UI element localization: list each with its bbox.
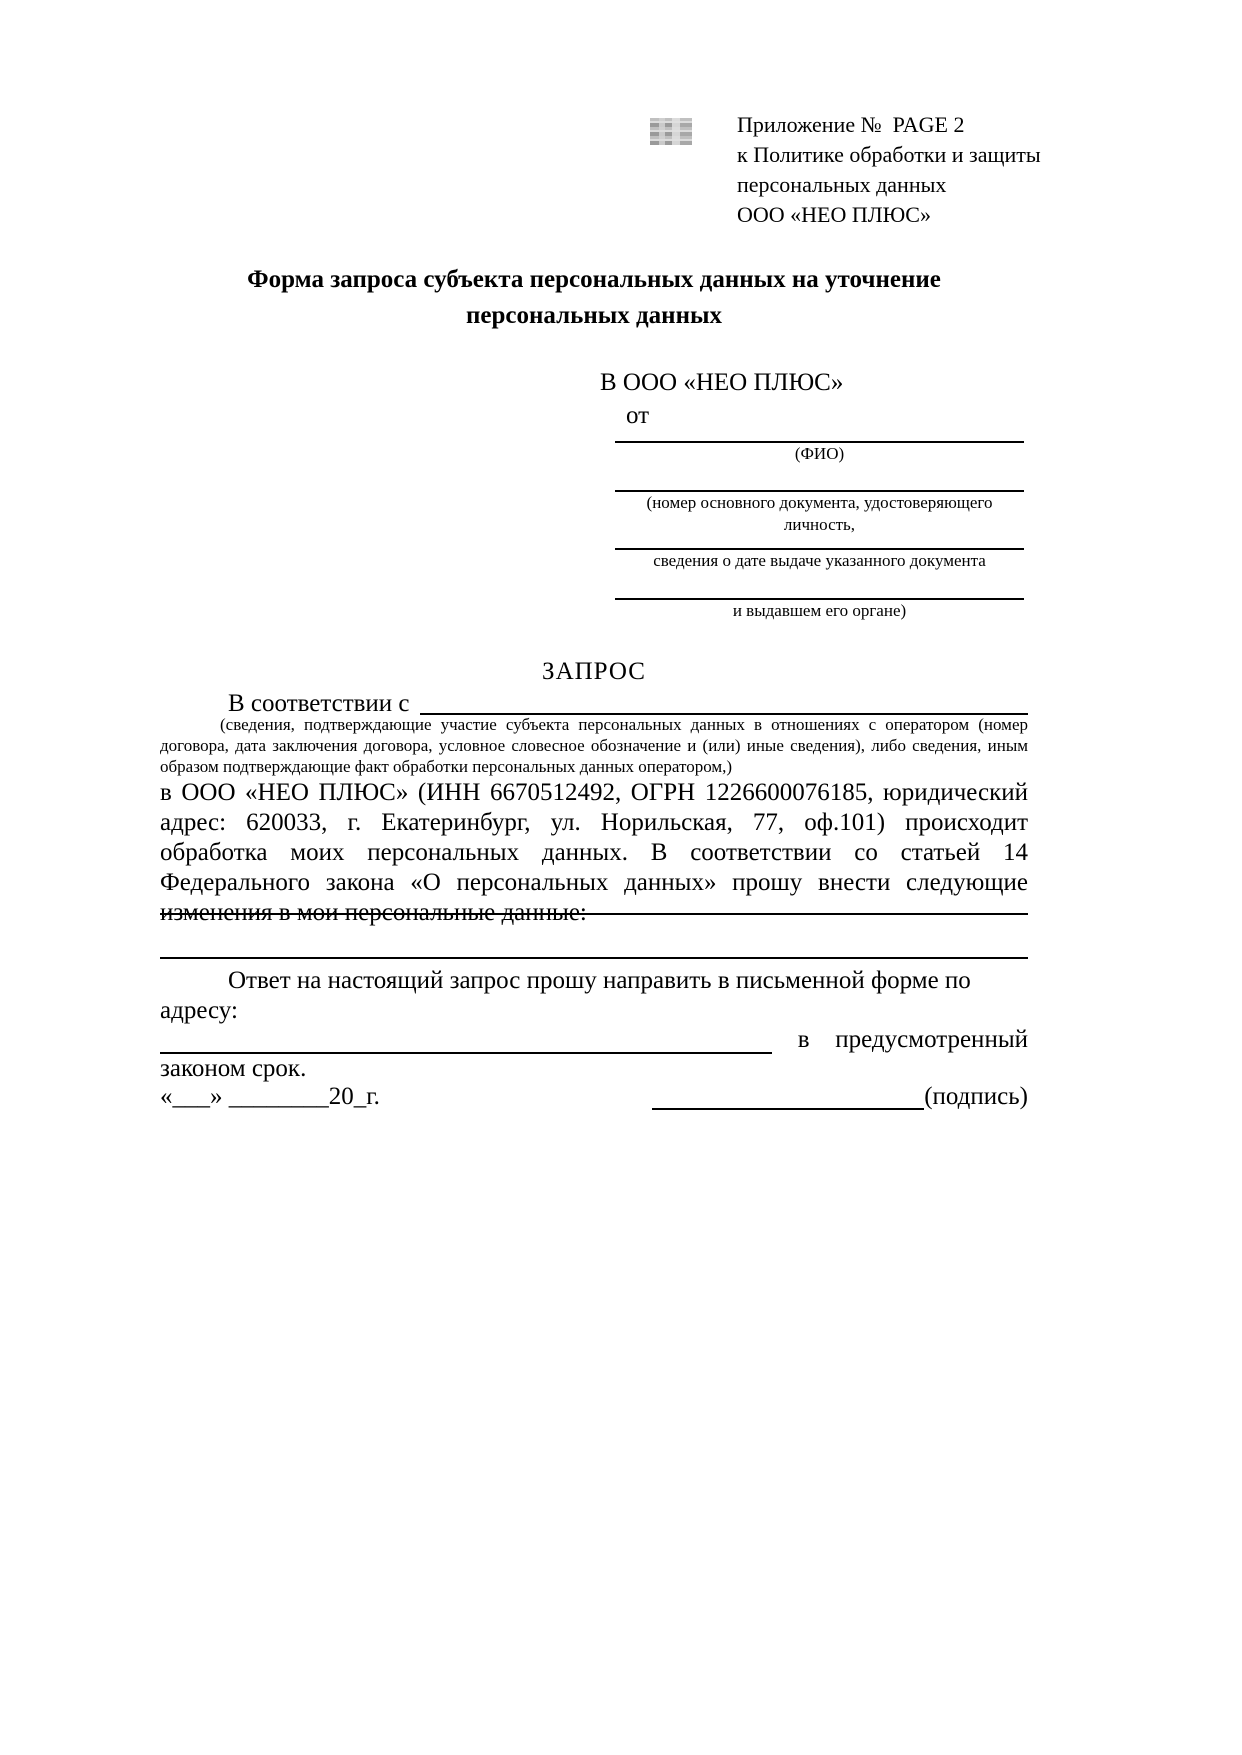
response-address-row <box>160 1026 1028 1054</box>
signature-blank-line[interactable] <box>652 1084 924 1110</box>
appendix-policy-line: к Политике обработки и защиты <box>737 142 1041 167</box>
response-tail-word-1: в <box>797 1026 810 1053</box>
signature-caption: (подпись) <box>924 1083 1028 1110</box>
date-blank-text[interactable]: «___» ________20_г. <box>160 1083 380 1110</box>
document-number-blank-line[interactable] <box>615 465 1024 492</box>
response-tail-word-2: предусмотренный <box>835 1026 1028 1053</box>
fio-caption: (ФИО) <box>794 444 845 463</box>
addressee-block <box>600 368 1024 622</box>
addressee-to: В ООО «НЕО ПЛЮС» <box>600 369 844 396</box>
address-blank-line[interactable] <box>160 1028 772 1054</box>
date-signature-row <box>160 1082 1028 1112</box>
issuing-authority-blank-line[interactable] <box>615 572 1024 600</box>
issue-date-caption: сведения о дате выдаче указанного документа <box>653 551 986 570</box>
signature-group <box>652 1082 1028 1112</box>
appendix-header <box>737 110 1057 230</box>
addressee-from-label: от <box>626 402 650 429</box>
basis-blank-line[interactable] <box>420 690 1028 715</box>
appendix-policy-line-2: персональных данных <box>737 172 947 197</box>
document-title <box>160 262 1028 334</box>
document-title-text: Форма запроса субъекта персональных данных на уточнение персональных данных <box>247 266 941 329</box>
document-number-caption: (номер основного документа, удостоверяющего личность, <box>646 493 993 534</box>
intro-prefix: В соответствии с <box>228 690 410 717</box>
appendix-company-line: ООО «НЕО ПЛЮС» <box>737 202 931 227</box>
response-tail-line: законом срок. <box>160 1055 307 1082</box>
response-lead: Ответ на настоящий запрос прошу направить в письменной форме по адресу: <box>160 967 971 1024</box>
pixelated-field-code-icon <box>650 118 692 145</box>
request-body-paragraph: в ООО «НЕО ПЛЮС» (ИНН 6670512492, ОГРН 1226600076185, юридический адрес: 620033, г. Екатеринбург, ул. Норильская, 77, оф.101) происходит обработка моих персональных данных. В соответствии со статьей 14 Федерального закона «О персональных данных» прошу внести следующие изменения в мои персональные данные: <box>160 779 1028 926</box>
fio-blank-line[interactable] <box>615 431 1024 443</box>
request-heading: ЗАПРОС <box>542 658 646 685</box>
changes-blank-line-2[interactable] <box>160 933 1028 959</box>
changes-blank-line-1[interactable] <box>160 889 1028 915</box>
response-paragraph <box>160 966 1028 1084</box>
appendix-number-line: Приложение № PAGE 2 <box>737 112 965 137</box>
fine-print-note: (сведения, подтверждающие участие субъекта персональных данных в отношениях с оператором (номер договора, дата заключения договора, условное словесное обозначение и (или) иные сведения), либо сведения, иным образом подтверждающие факт обработки персональных данных оператором,) <box>160 715 1028 776</box>
issuing-authority-caption: и выдавшем его органе) <box>732 601 907 620</box>
